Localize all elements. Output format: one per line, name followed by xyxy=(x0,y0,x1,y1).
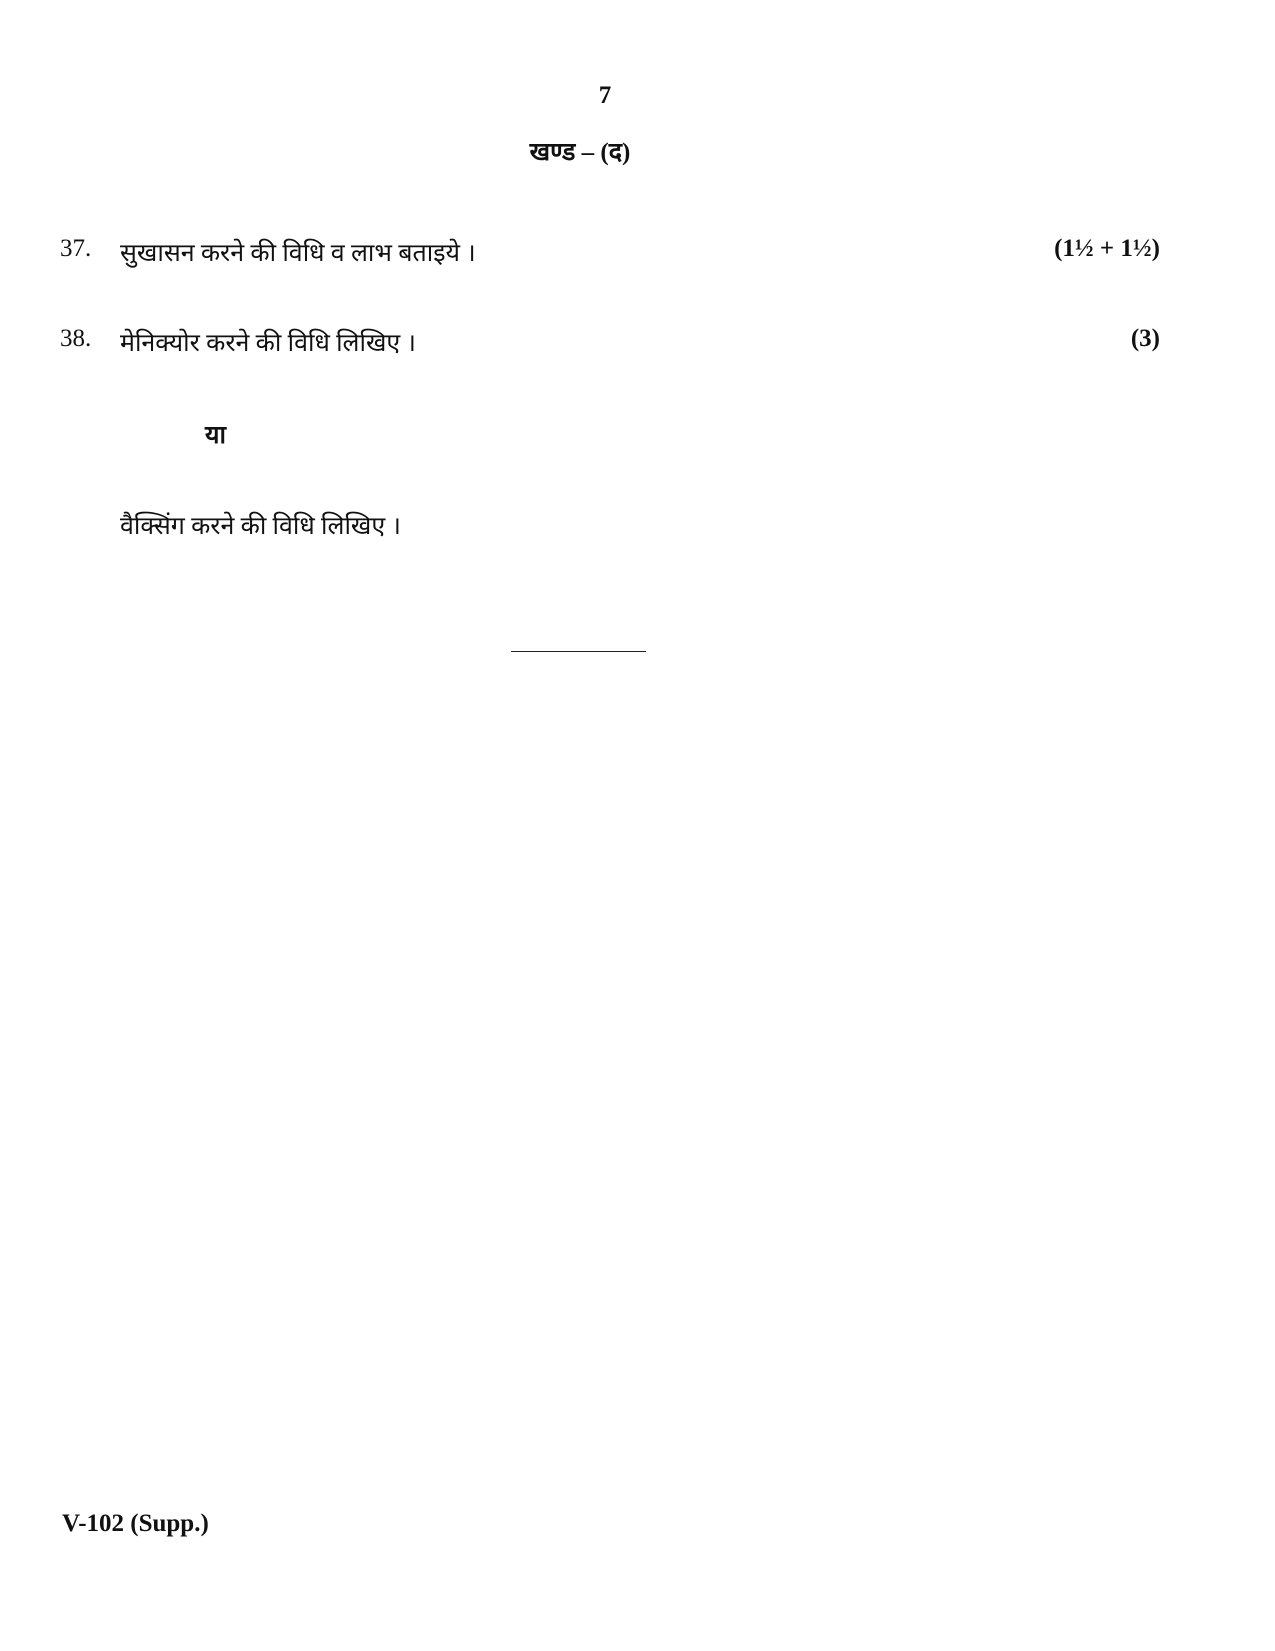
question-text: सुखासन करने की विधि व लाभ बताइये । xyxy=(120,240,476,267)
question-number: 37. xyxy=(60,235,92,262)
alternative-question-text: वैक्सिंग करने की विधि लिखिए । xyxy=(120,513,401,540)
question-37 xyxy=(0,235,1160,275)
question-marks: (1½ + 1½) xyxy=(1054,235,1160,262)
question-marks: (3) xyxy=(1130,325,1160,352)
or-label: या xyxy=(205,422,226,449)
page-number: 7 xyxy=(598,82,612,109)
question-text: मेनिक्योर करने की विधि लिखिए । xyxy=(120,330,416,357)
question-number: 38. xyxy=(60,325,92,352)
end-of-paper-rule xyxy=(511,651,646,652)
question-38 xyxy=(0,325,1160,365)
paper-code: V-102 (Supp.) xyxy=(62,1510,209,1537)
section-heading: खण्ड – (द) xyxy=(529,139,631,166)
